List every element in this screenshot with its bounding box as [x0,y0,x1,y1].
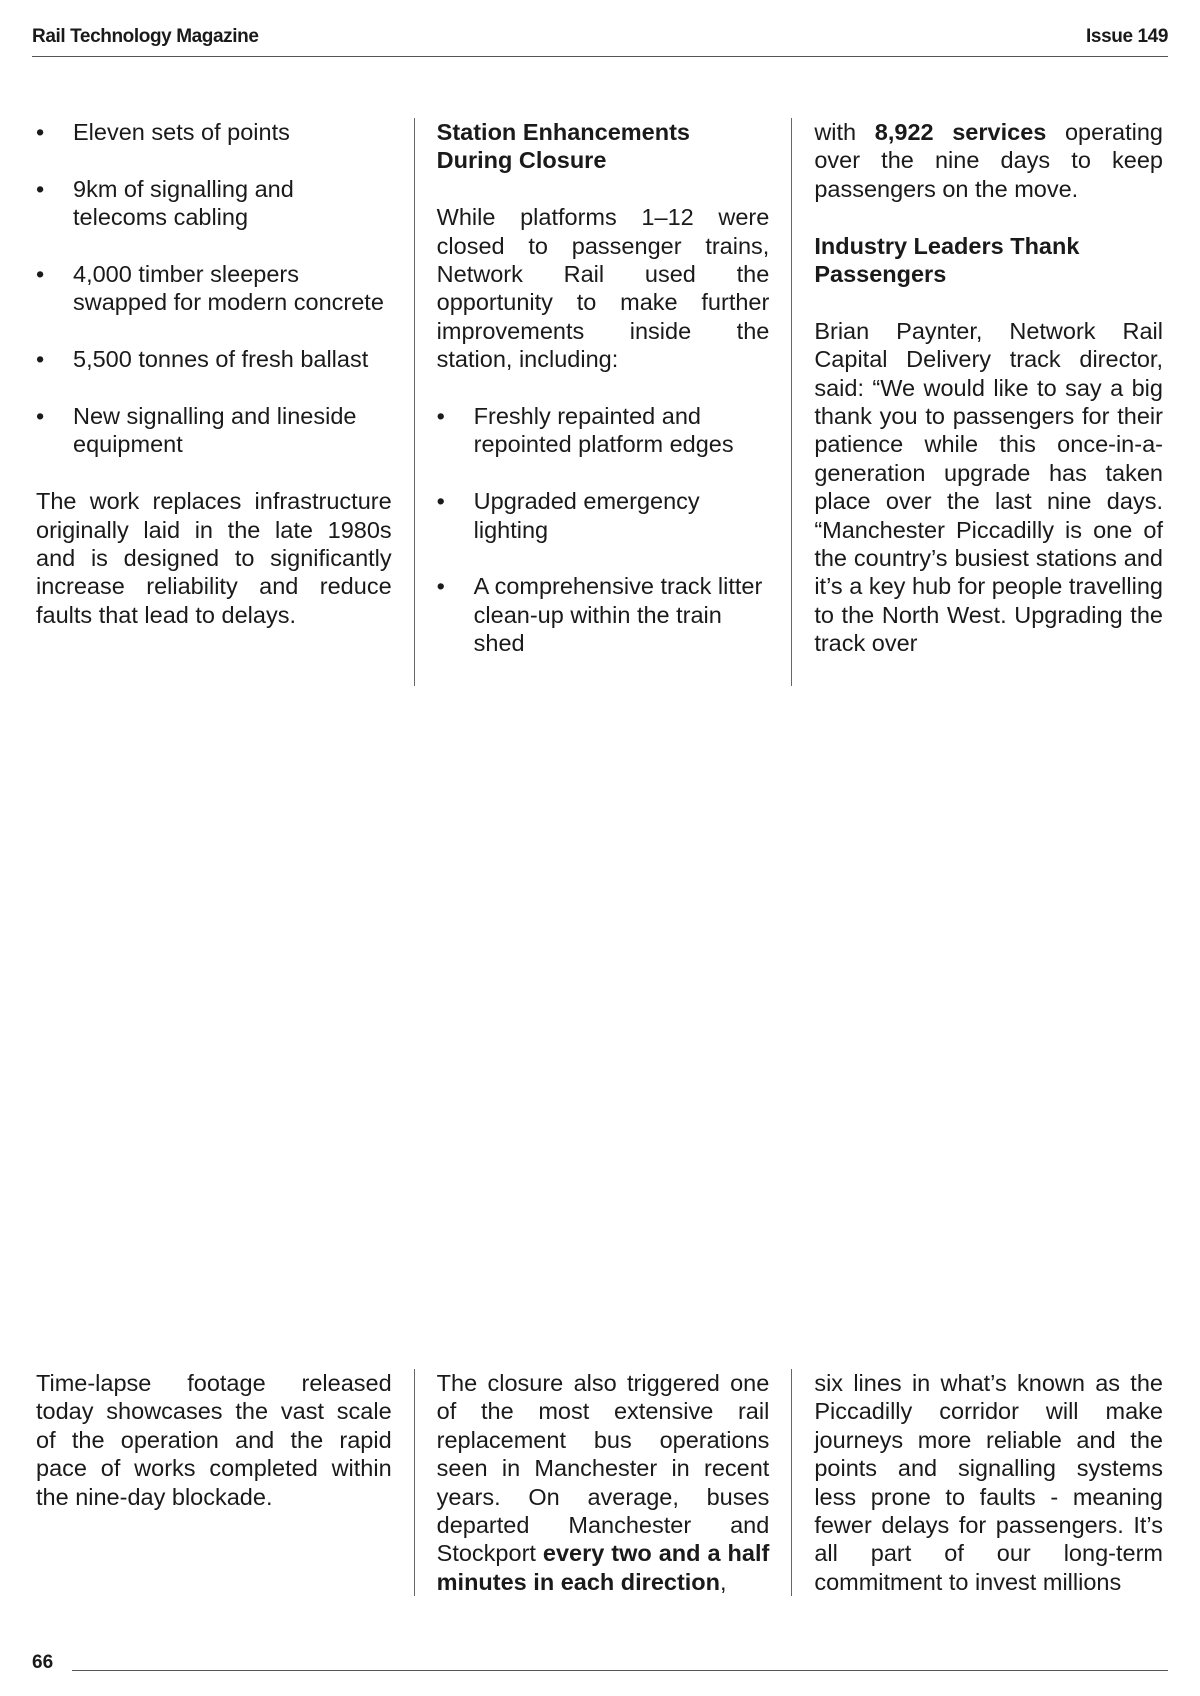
body-paragraph: six lines in what’s known as the Piccadilly corridor will make journeys more reliable and the points and signalling systems less prone to faults - meaning fewer delays for passengers. It’s all part of our long-term commitment to invest millions [814,1370,1163,1595]
bottom-middle-column [414,1369,792,1596]
bullet-icon: • [36,119,45,145]
footer-divider [72,1670,1168,1671]
works-list [36,118,392,459]
section-heading: Station Enhancements During Closure [436,119,690,174]
list-item: • A comprehensive track litter clean-up within the train shed [436,573,763,657]
page-header [32,26,1168,48]
services-count: 8,922 services [874,119,1047,145]
top-left-column [36,118,414,686]
body-paragraph: Time-lapse footage released today showcases the vast scale of the operation and the rapid pace of works completed within the nine-day blockade. [36,1370,392,1510]
list-item: • Freshly repainted and repointed platform edges [436,403,734,458]
top-right-column [791,118,1169,686]
issue-number: Issue 149 [1086,26,1168,47]
body-paragraph: The closure also triggered one of the most extensive rail replacement bus operations seen in Manchester in recent years. On average, buses departed Manchester and Stockport every two and a half minutes in each direction, [436,1370,770,1595]
section-heading: Industry Leaders Thank Passengers [814,232,1080,288]
bullet-icon: • [36,403,45,429]
list-item: • 9km of signalling and telecoms cabling [36,175,294,231]
bullet-icon: • [36,261,45,287]
top-middle-column [414,118,792,686]
top-columns [36,118,1169,686]
bullet-icon: • [436,573,445,600]
list-item: • Eleven sets of points [36,119,290,145]
quote-paragraph: Brian Paynter, Network Rail Capital Delivery track director, said: “We would like to say a big thank you to passengers for their patience while this once-in-a-generation upgrade has taken place over the last nine days. “Manchester Piccadilly is one of the country’s busiest stations and it’s a key hub for people travelling to the North West. Upgrading the track over [814,317,1163,657]
bullet-icon: • [36,346,45,373]
list-item: • Upgraded emergency lighting [436,488,700,543]
bottom-right-column [791,1369,1169,1596]
list-item: • New signalling and lineside equipment [36,403,357,458]
body-paragraph: The work replaces infrastructure originally laid in the late 1980s and is designed to significantly increase reliability and reduce faults that lead to delays. [36,488,392,628]
bottom-left-column [36,1369,414,1596]
bottom-columns [36,1369,1169,1596]
body-paragraph: with 8,922 services operating over the nine days to keep passengers on the move. [814,119,1163,202]
magazine-title: Rail Technology Magazine [32,26,259,47]
header-divider [32,56,1168,57]
body-paragraph: While platforms 1–12 were closed to passenger trains, Network Rail used the opportunity to make further improvements inside the station, including: [436,204,770,373]
bullet-icon: • [436,403,445,430]
list-item: • 5,500 tonnes of fresh ballast [36,346,369,373]
improvements-list [437,402,770,658]
bus-frequency: every two and a half minutes in each direction [436,1540,770,1595]
bullet-icon: • [36,175,45,202]
page-number: 66 [32,1652,54,1673]
list-item: • 4,000 timber sleepers swapped for modern concrete [36,261,384,316]
bullet-icon: • [436,488,445,515]
